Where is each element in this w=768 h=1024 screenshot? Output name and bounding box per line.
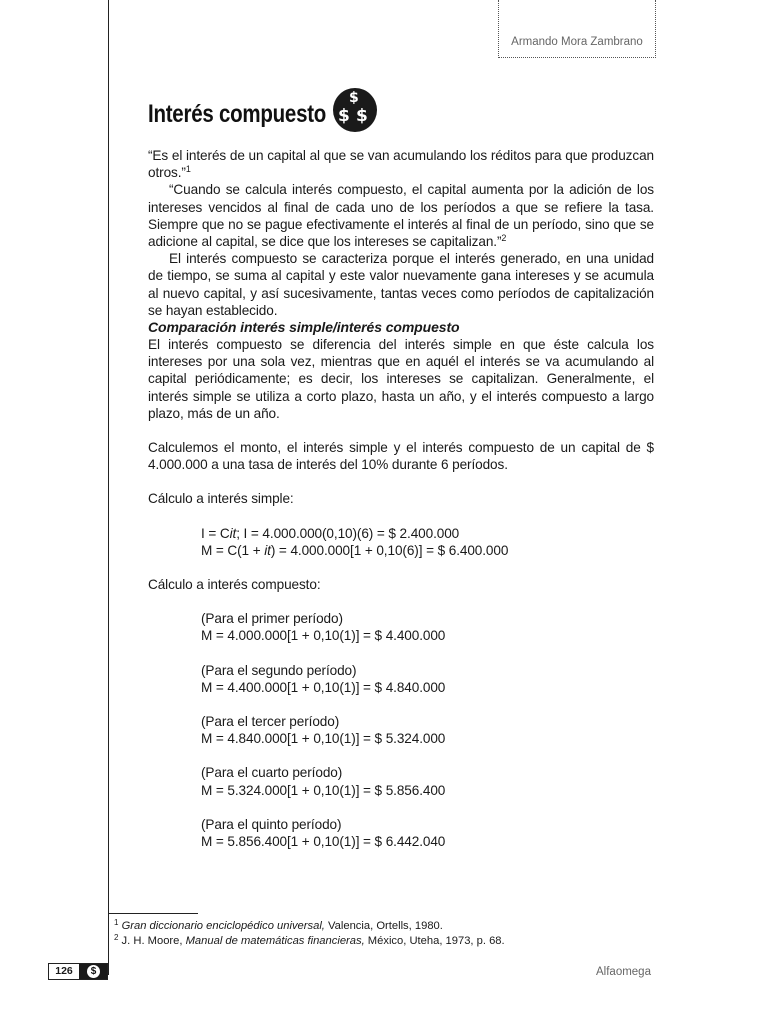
formula-simple-interest: I = Cit; I = 4.000.000(0,10)(6) = $ 2.400.000 [201, 525, 460, 541]
footnote-rule [108, 913, 198, 914]
period-label: (Para el cuarto período) [201, 765, 343, 781]
footnote-1: $^1$ Gran diccionario enciclopédico universal, Valencia, Ortells, 1980. [114, 918, 443, 932]
margin-rule [108, 0, 109, 975]
formula-simple-amount: M = C(1 + it) = 4.000.000[1 + 0,10(6)] = $ 6.400.000 [201, 542, 509, 558]
period-label: (Para el primer período) [201, 611, 343, 627]
compound-interest-label: Cálculo a interés compuesto: [148, 577, 321, 593]
period-formula: M = 5.324.000[1 + 0,10(1)] = $ 5.856.400 [201, 782, 446, 798]
paragraph-quote: “Cuando se calcula interés compuesto, el capital aumenta por la adición de los intereses vencidos al final de cada uno de los períodos a que se refiere la tasa. Siempre que no se pague efectivamente el interés al final de un período, sino que se adicione al capital, se dice que los intereses se capitalizan.”$^2$ [148, 182, 654, 250]
footnote-ref-1: 1 [185, 164, 191, 175]
dollar-coin-icon: $ [79, 964, 107, 979]
period-label: (Para el quinto período) [201, 816, 342, 832]
footnote-2: $^2$ J. H. Moore, Manual de matemáticas financieras, México, Uteha, 1973, p. 68. [114, 933, 505, 947]
footnote-ref-2: 2 [501, 233, 507, 244]
period-label: (Para el segundo período) [201, 662, 357, 678]
simple-interest-label: Cálculo a interés simple: [148, 491, 294, 507]
money-bag-dollar-icon: $ $ $ [333, 88, 377, 132]
section-heading: Comparación interés simple/interés compuesto [148, 319, 460, 336]
period-formula: M = 4.400.000[1 + 0,10(1)] = $ 4.840.000 [201, 679, 446, 695]
page-number: 126 [49, 964, 80, 979]
period-formula: M = 4.000.000[1 + 0,10(1)] = $ 4.400.000 [201, 628, 446, 644]
publisher-name: Alfaomega [596, 966, 651, 978]
period-label: (Para el tercer período) [201, 714, 340, 730]
author-name: Armando Mora Zambrano [511, 36, 643, 48]
page-title: Interés compuesto [148, 100, 327, 128]
paragraph-example: Calculemos el monto, el interés simple y el interés compuesto de un capital de $ 4.000.000 a una tasa de interés del 10% durante 6 períodos. [148, 440, 654, 473]
running-header [498, 0, 656, 58]
paragraph-characteristics: El interés compuesto se caracteriza porque el interés generado, en una unidad de tiempo, se suma al capital y este valor nuevamente gana intereses y se acumula al nuevo capital, y así sucesivamente, tantas veces como períodos de capitalización se hayan establecido. [148, 251, 654, 318]
body-text [148, 147, 654, 850]
page-number-box [48, 963, 108, 980]
period-formula: M = 5.856.400[1 + 0,10(1)] = $ 6.442.040 [201, 834, 446, 850]
period-formula: M = 4.840.000[1 + 0,10(1)] = $ 5.324.000 [201, 731, 446, 747]
paragraph-definition: “Es el interés de un capital al que se van acumulando los réditos para que produzcan otros.”$^1$ [148, 148, 654, 181]
footnotes [114, 919, 654, 949]
paragraph-comparison: El interés compuesto se diferencia del interés simple en que éste calcula los intereses por una sola vez, mientras que en aquél el interés se va acumulando al capital periódicamente; es decir, los intereses se capitalizan. Generalmente, el interés simple se utiliza a corto plazo, hasta un año, y el interés compuesto a largo plazo, más de un año. [148, 337, 654, 421]
